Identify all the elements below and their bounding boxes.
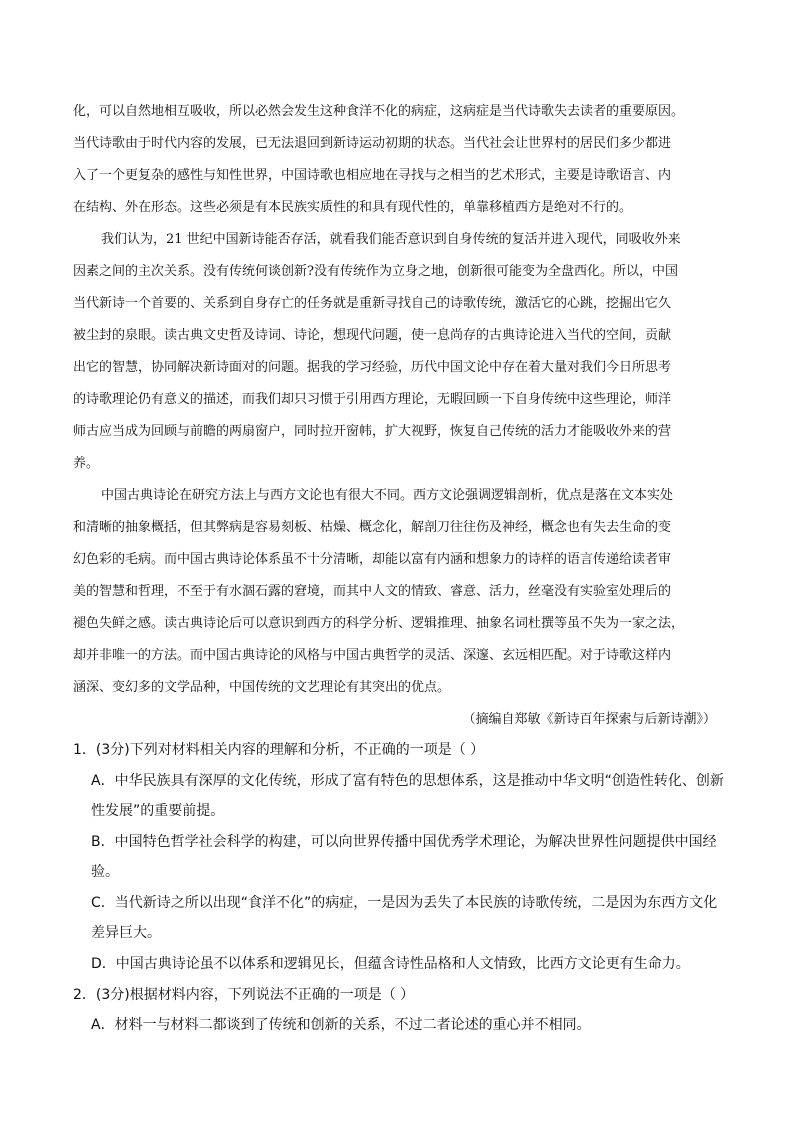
- question-stem: 1．(3分)下列对材料相关内容的理解和分析，不正确的一项是（ ）: [73, 742, 485, 758]
- question-stem: 2．(3分)根据材料内容，下列说法不正确的一项是（ ）: [73, 987, 415, 1003]
- option-b-continued: 验。: [91, 864, 119, 880]
- passage-line: 入了一个更复杂的感性与知性世界，中国诗歌也相应地在寻找与之相当的艺术形式，主要是诗歌语言、内: [73, 168, 672, 183]
- passage-line: 我们认为，21 世纪中国新诗能否存活，就看我们能否意识到自身传统的复活并进入现代，同吸收外来: [101, 232, 681, 247]
- passage-line: 幻色彩的毛病。而中国古典诗论体系虽不十分清晰，却能以富有内涵和想象力的诗样的语言传递给读者审: [73, 552, 672, 567]
- passage-line: 褪色失鲜之感。读古典诗论后可以意识到西方的科学分析、逻辑推理、抽象名词杜撰等虽不失为一家之法，: [73, 616, 685, 631]
- passage-line: 当代新诗一个首要的、关系到自身存亡的任务就是重新寻找自己的诗歌传统，激活它的心跳，挖掘出它久: [73, 296, 672, 311]
- passage-line: 却并非唯一的方法。而中国古典诗论的风格与中国古典哲学的灵活、深邃、玄远相匹配。对于诗歌这样内: [73, 648, 672, 663]
- passage-line: 美的智慧和哲理，不至于有水涸石露的窘境，而其中人文的情致、睿意、活力，丝毫没有实验室处理后的: [73, 584, 672, 599]
- option-a-continued: 性发展”的重要前提。: [91, 803, 225, 819]
- passage-line: 师古应当成为回顾与前瞻的两扇窗户，同时拉开窗帏，扩大视野，恢复自己传统的活力才能吸收外来的营: [73, 424, 672, 439]
- passage-line: 出它的智慧，协同解决新诗面对的问题。据我的学习经验，历代中国文论中存在着大量对我们今日所思考: [73, 360, 672, 375]
- option-a: A．中华民族具有深厚的文化传统，形成了富有特色的思想体系，这是推动中华文明“创造性转化、创新: [91, 773, 724, 789]
- passage-line: 的诗歌理论仍有意义的描述，而我们却只习惯于引用西方理论，无暇回顾一下自身传统中这些理论，师洋: [73, 392, 672, 407]
- passage-line: 当代诗歌由于时代内容的发展，已无法退回到新诗运动初期的状态。当代社会让世界村的居民们多少都进: [73, 136, 672, 151]
- passage-line: 被尘封的泉眼。读古典文史哲及诗词、诗论，想现代问题，使一息尚存的古典诗论进入当代的空间，贡献: [73, 328, 672, 343]
- passage-line: 化，可以自然地相互吸收，所以必然会发生这种食洋不化的病症，这病症是当代诗歌失去读者的重要原因。: [73, 104, 685, 119]
- passage-line: 中国古典诗论在研究方法上与西方文论也有很大不同。西方文论强调逻辑剖析，优点是落在文本实处: [101, 488, 674, 503]
- option-d: D．中国古典诗论虽不以体系和逻辑见长，但蕴含诗性品格和人文情致，比西方文论更有生命力。: [91, 956, 690, 972]
- option-b: B．中国特色哲学社会科学的构建，可以向世界传播中国优秀学术理论，为解决世界性问题提供中国经: [91, 834, 717, 850]
- option-a: A．材料一与材料二都谈到了传统和创新的关系，不过二者论述的重心并不相同。: [91, 1017, 591, 1033]
- source-citation: （摘编自郑敏《新诗百年探索与后新诗潮》）: [462, 712, 716, 727]
- passage-line: 和清晰的抽象概括，但其弊病是容易刻板、枯燥、概念化，解剖刀往往伤及神经，概念也有失去生命的变: [73, 520, 672, 535]
- passage-line: 因素之间的主次关系。没有传统何谈创新?没有传统作为立身之地，创新很可能变为全盘西化。所以，中国: [73, 264, 678, 279]
- option-c: C．当代新诗之所以出现“食洋不化”的病症，一是因为丢失了本民族的诗歌传统，二是因为东西方文化: [91, 895, 718, 911]
- passage-line: 在结构、外在形态。这些必须是有本民族实质性的和具有现代性的，单靠移植西方是绝对不行的。: [73, 200, 633, 215]
- passage-line: 养。: [73, 456, 100, 471]
- passage-line: 涵深、变幻多的文学品种，中国传统的文艺理论有其突出的优点。: [73, 680, 451, 695]
- option-c-continued: 差异巨大。: [91, 925, 161, 941]
